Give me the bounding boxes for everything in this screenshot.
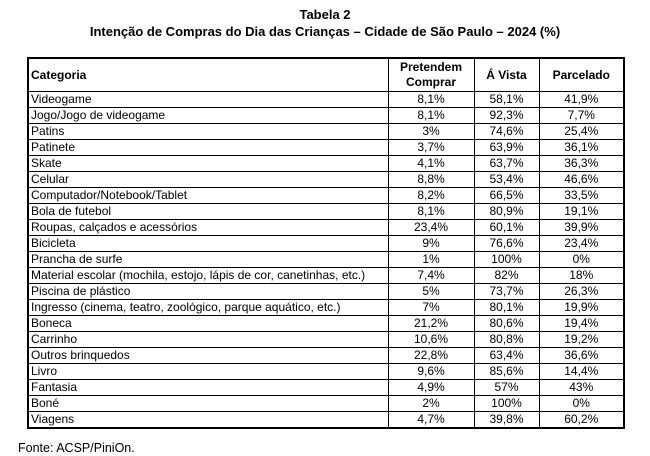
category-cell: Fantasia <box>28 380 388 396</box>
header-pretendem-comprar: Pretendem Comprar <box>388 58 474 92</box>
pretendem-cell: 7% <box>388 300 474 316</box>
avista-cell: 63,4% <box>474 348 539 364</box>
avista-cell: 73,7% <box>474 284 539 300</box>
category-cell: Patins <box>28 124 388 140</box>
avista-cell: 39,8% <box>474 412 539 429</box>
table-row <box>28 380 624 396</box>
parcelado-cell: 23,4% <box>539 236 624 252</box>
category-cell: Viagens <box>28 412 388 429</box>
parcelado-cell: 36,3% <box>539 156 624 172</box>
table-row <box>28 348 624 364</box>
parcelado-cell: 19,4% <box>539 316 624 332</box>
avista-cell: 82% <box>474 268 539 284</box>
table-row <box>28 300 624 316</box>
category-cell: Boneca <box>28 316 388 332</box>
pretendem-cell: 4,1% <box>388 156 474 172</box>
avista-cell: 58,1% <box>474 92 539 108</box>
pretendem-cell: 1% <box>388 252 474 268</box>
parcelado-cell: 46,6% <box>539 172 624 188</box>
table-row <box>28 396 624 412</box>
table-row <box>28 124 624 140</box>
parcelado-cell: 0% <box>539 252 624 268</box>
parcelado-cell: 43% <box>539 380 624 396</box>
avista-cell: 66,5% <box>474 188 539 204</box>
purchase-intent-table <box>27 57 625 429</box>
parcelado-cell: 26,3% <box>539 284 624 300</box>
table-row <box>28 188 624 204</box>
table-row <box>28 236 624 252</box>
category-cell: Livro <box>28 364 388 380</box>
table-subtitle: Intenção de Compras do Dia das Crianças – Cidade de São Paulo – 2024 (%) <box>89 24 561 39</box>
parcelado-cell: 39,9% <box>539 220 624 236</box>
pretendem-cell: 4,7% <box>388 412 474 429</box>
category-cell: Prancha de surfe <box>28 252 388 268</box>
category-cell: Ingresso (cinema, teatro, zoológico, parque aquático, etc.) <box>28 300 388 316</box>
parcelado-cell: 36,1% <box>539 140 624 156</box>
parcelado-cell: 18% <box>539 268 624 284</box>
avista-cell: 80,8% <box>474 332 539 348</box>
table-row <box>28 412 624 429</box>
header-a-vista: Á Vista <box>474 58 539 92</box>
parcelado-cell: 36,6% <box>539 348 624 364</box>
parcelado-cell: 25,4% <box>539 124 624 140</box>
pretendem-cell: 22,8% <box>388 348 474 364</box>
table-row <box>28 108 624 124</box>
avista-cell: 57% <box>474 380 539 396</box>
avista-cell: 76,6% <box>474 236 539 252</box>
header-row <box>28 58 624 92</box>
category-cell: Celular <box>28 172 388 188</box>
source-note: Fonte: ACSP/PiniOn. <box>18 441 135 455</box>
category-cell: Computador/Notebook/Tablet <box>28 188 388 204</box>
parcelado-cell: 41,9% <box>539 92 624 108</box>
table-number-title: Tabela 2 <box>299 7 351 22</box>
pretendem-cell: 8,1% <box>388 204 474 220</box>
pretendem-cell: 23,4% <box>388 220 474 236</box>
parcelado-cell: 14,4% <box>539 364 624 380</box>
parcelado-cell: 7,7% <box>539 108 624 124</box>
table-header <box>28 58 624 92</box>
avista-cell: 74,6% <box>474 124 539 140</box>
pretendem-cell: 9,6% <box>388 364 474 380</box>
pretendem-cell: 21,2% <box>388 316 474 332</box>
category-cell: Bola de futebol <box>28 204 388 220</box>
category-cell: Videogame <box>28 92 388 108</box>
pretendem-cell: 5% <box>388 284 474 300</box>
table-title-block <box>0 0 650 40</box>
table-row <box>28 92 624 108</box>
table-row <box>28 284 624 300</box>
table-row <box>28 172 624 188</box>
category-cell: Skate <box>28 156 388 172</box>
pretendem-cell: 3% <box>388 124 474 140</box>
category-cell: Carrinho <box>28 332 388 348</box>
table-body <box>28 92 624 429</box>
category-cell: Outros brinquedos <box>28 348 388 364</box>
pretendem-cell: 3,7% <box>388 140 474 156</box>
pretendem-cell: 4,9% <box>388 380 474 396</box>
parcelado-cell: 19,2% <box>539 332 624 348</box>
category-cell: Patinete <box>28 140 388 156</box>
category-cell: Roupas, calçados e acessórios <box>28 220 388 236</box>
table-row <box>28 364 624 380</box>
pretendem-cell: 8,1% <box>388 108 474 124</box>
table-row <box>28 332 624 348</box>
pretendem-cell: 9% <box>388 236 474 252</box>
avista-cell: 100% <box>474 252 539 268</box>
avista-cell: 60,1% <box>474 220 539 236</box>
parcelado-cell: 0% <box>539 396 624 412</box>
avista-cell: 53,4% <box>474 172 539 188</box>
avista-cell: 85,6% <box>474 364 539 380</box>
pretendem-cell: 8,1% <box>388 92 474 108</box>
pretendem-cell: 8,2% <box>388 188 474 204</box>
table-row <box>28 220 624 236</box>
category-cell: Jogo/Jogo de videogame <box>28 108 388 124</box>
table-row <box>28 156 624 172</box>
table-row <box>28 316 624 332</box>
parcelado-cell: 19,1% <box>539 204 624 220</box>
avista-cell: 63,9% <box>474 140 539 156</box>
category-cell: Piscina de plástico <box>28 284 388 300</box>
parcelado-cell: 60,2% <box>539 412 624 429</box>
pretendem-cell: 10,6% <box>388 332 474 348</box>
avista-cell: 100% <box>474 396 539 412</box>
avista-cell: 63,7% <box>474 156 539 172</box>
category-cell: Material escolar (mochila, estojo, lápis de cor, canetinhas, etc.) <box>28 268 388 284</box>
parcelado-cell: 33,5% <box>539 188 624 204</box>
table-row <box>28 268 624 284</box>
header-categoria: Categoria <box>28 58 388 92</box>
category-cell: Boné <box>28 396 388 412</box>
table-row <box>28 252 624 268</box>
category-cell: Bicicleta <box>28 236 388 252</box>
avista-cell: 80,6% <box>474 316 539 332</box>
pretendem-cell: 2% <box>388 396 474 412</box>
avista-cell: 92,3% <box>474 108 539 124</box>
pretendem-cell: 8,8% <box>388 172 474 188</box>
header-parcelado: Parcelado <box>539 58 624 92</box>
table-row <box>28 204 624 220</box>
avista-cell: 80,9% <box>474 204 539 220</box>
avista-cell: 80,1% <box>474 300 539 316</box>
pretendem-cell: 7,4% <box>388 268 474 284</box>
parcelado-cell: 19,9% <box>539 300 624 316</box>
table-row <box>28 140 624 156</box>
